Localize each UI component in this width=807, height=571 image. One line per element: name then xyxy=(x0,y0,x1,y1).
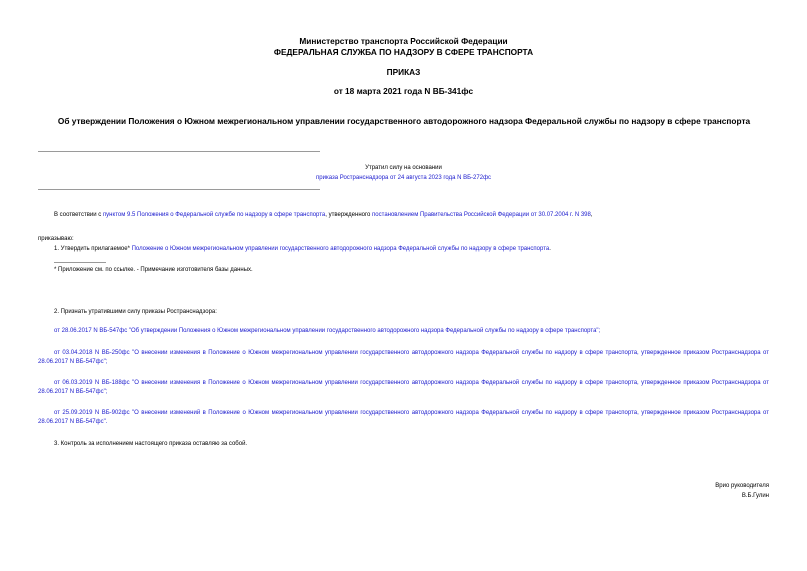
service-name: ФЕДЕРАЛЬНАЯ СЛУЖБА ПО НАДЗОРУ В СФЕРЕ ТРАНСПОРТА xyxy=(273,47,534,57)
repeal-order-link[interactable]: приказа Ространснадзора от 24 августа 2023 года N ВБ-272фс xyxy=(316,175,491,181)
repeal-note: Утратил силу на основании xyxy=(365,165,442,171)
preamble: В соответствии с пунктом 9.5 Положения о Федеральной службе по надзору в сфере транспорта, утвержденного постановлением Правительства Российской Федерации от 30.07.2004 г. N 398, xyxy=(54,212,593,218)
regulation-approved-link[interactable]: Положение о Южном межрегиональном управлении государственного автодорожного надзора Федеральной службы по надзору в сфере транспорта xyxy=(131,246,550,252)
item-3: 3. Контроль за исполнением настоящего приказа оставляю за собой. xyxy=(54,441,248,447)
order-word: приказываю: xyxy=(38,236,74,242)
doc-date-number: от 18 марта 2021 года N ВБ-341фс xyxy=(333,86,474,96)
signer-name: В.Б.Гулин xyxy=(741,493,769,499)
government-decree-link[interactable]: постановлением Правительства Российской Федерации от 30.07.2004 г. N 398 xyxy=(372,212,591,218)
ministry-name: Министерство транспорта Российской Федерации xyxy=(299,36,508,46)
item-1: 1. Утвердить прилагаемое* Положение о Южном межрегиональном управлении государственного автодорожного надзора Федеральной службы по надзору в сфере транспорта. xyxy=(54,246,551,252)
divider-bottom xyxy=(38,189,320,190)
doc-type: ПРИКАЗ xyxy=(386,67,421,77)
divider-top xyxy=(38,151,320,152)
regulation-link[interactable]: пунктом 9.5 Положения о Федеральной службе по надзору в сфере транспорта xyxy=(102,212,326,218)
repealed-order-1[interactable]: от 28.06.2017 N ВБ-547фс "Об утверждении Положения о Южном межрегиональном управлении государственного автодорожного надзора Федеральной службы по надзору в сфере транспорта"; xyxy=(54,328,601,334)
repealed-order-4[interactable]: от 25.09.2019 N ВБ-902фс "О внесении изменений в Положение о Южном межрегиональном управлении государственного автодорожного надзора Федеральной службы по надзору в сфере транспорта, утвержденное приказом Ространснадзора от 28.06.2017 N ВБ-547фс". xyxy=(38,410,769,425)
signer-position: Врио руководителя xyxy=(715,483,769,489)
item-2-intro: 2. Признать утратившими силу приказы Ространснадзора: xyxy=(54,309,217,315)
footnote-divider xyxy=(54,262,106,263)
repealed-order-3[interactable]: от 06.03.2019 N ВБ-188фс "О внесении изменения в Положение о Южном межрегиональном управлении государственного автодорожного надзора Федеральной службы по надзору в сфере транспорта, утвержденное приказом Ространснадзора от 28.06.2017 N ВБ-547фс"; xyxy=(38,380,769,395)
footnote: * Приложение см. по ссылке. - Примечание изготовителя базы данных. xyxy=(54,267,253,273)
page-title: Об утверждении Положения о Южном межрегиональном управлении государственного автодорожного надзора Федеральной службы по надзору в сфере транспорта xyxy=(57,116,751,126)
repealed-order-2[interactable]: от 03.04.2018 N ВБ-250фс "О внесении изменения в Положение о Южном межрегиональном управлении государственного автодорожного надзора Федеральной службы по надзору в сфере транспорта, утвержденное приказом Ространснадзора от 28.06.2017 N ВБ-547фс"; xyxy=(38,350,769,365)
